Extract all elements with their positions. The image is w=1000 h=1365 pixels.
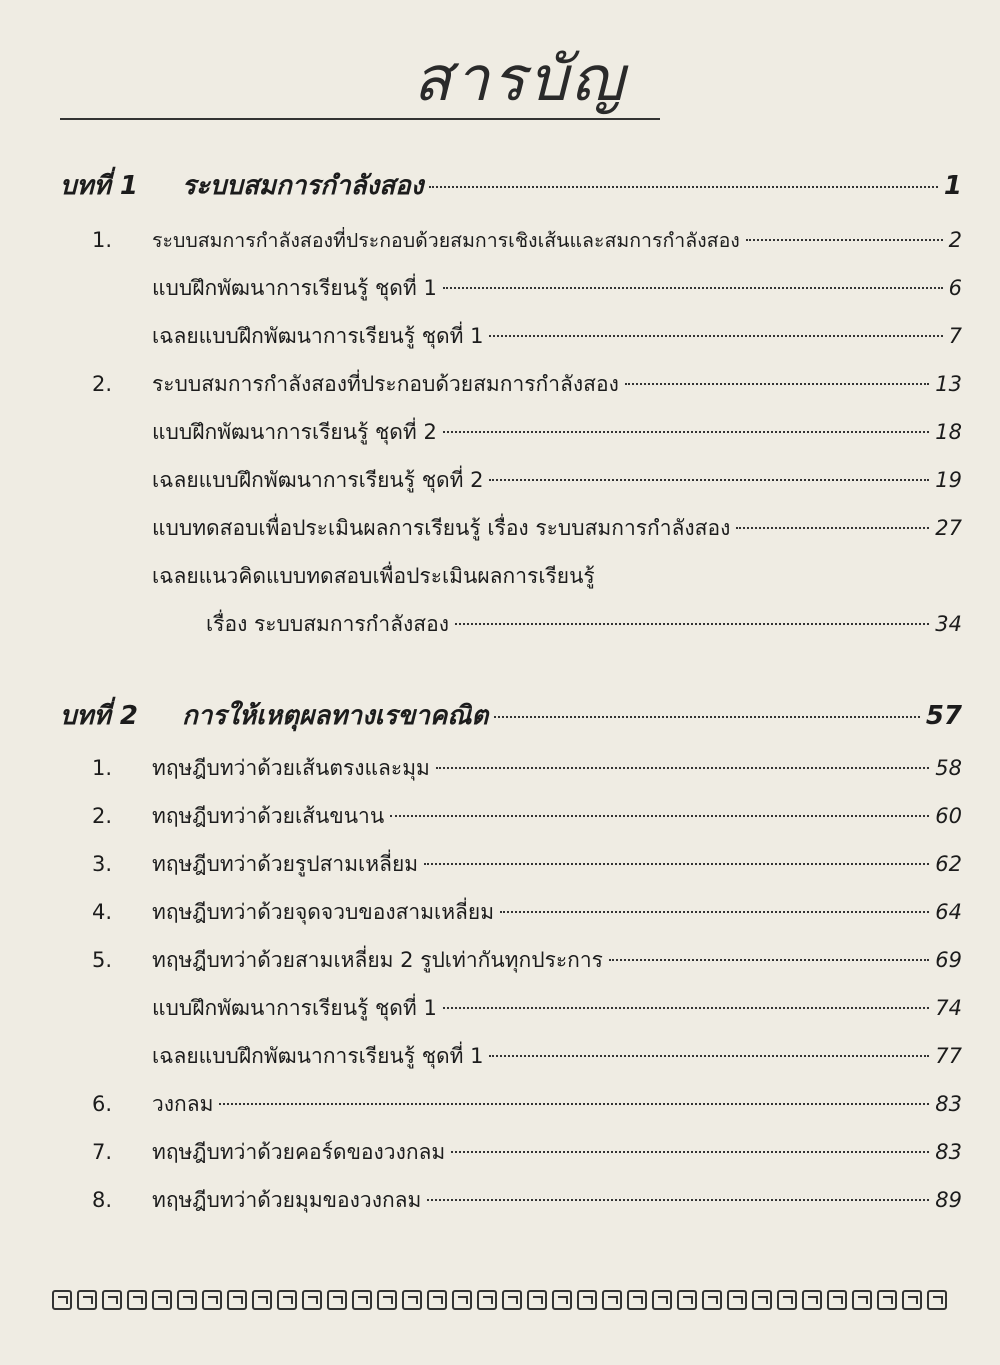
leader-dots <box>489 479 929 481</box>
toc-entry <box>92 222 962 258</box>
leader-dots <box>746 239 943 241</box>
page-number: 13 <box>935 372 962 396</box>
entry-number: 2. <box>92 372 113 396</box>
border-glyph-icon <box>77 1290 97 1310</box>
chapter-title: การให้เหตุผลทางเรขาคณิต <box>182 701 489 731</box>
entry-text: เฉลยแบบฝึกพัฒนาการเรียนรู้ ชุดที่ 1 <box>152 324 484 348</box>
toc-entry <box>92 750 962 786</box>
page-number: 83 <box>935 1140 962 1164</box>
leader-dots <box>390 815 929 817</box>
border-glyph-icon <box>52 1290 72 1310</box>
entry-text: ทฤษฎีบทว่าด้วยจุดจวบของสามเหลี่ยม <box>152 900 495 924</box>
border-glyph-icon <box>652 1290 672 1310</box>
leader-dots <box>443 431 929 433</box>
entry-text: ทฤษฎีบทว่าด้วยมุมของวงกลม <box>152 1188 422 1212</box>
leader-dots <box>429 186 938 188</box>
toc-entry <box>152 1038 962 1074</box>
page-number: 7 <box>948 324 962 348</box>
entry-text: แบบฝึกพัฒนาการเรียนรู้ ชุดที่ 2 <box>152 420 437 444</box>
toc-entry <box>92 366 962 402</box>
toc-entry <box>92 798 962 834</box>
border-glyph-icon <box>852 1290 872 1310</box>
toc-entry <box>152 990 962 1026</box>
page-number: 83 <box>935 1092 962 1116</box>
entry-number: 1. <box>92 756 113 780</box>
border-glyph-icon <box>477 1290 497 1310</box>
entry-number: 6. <box>92 1092 113 1116</box>
entry-text: ทฤษฎีบทว่าด้วยคอร์ดของวงกลม <box>152 1140 446 1164</box>
border-glyph-icon <box>177 1290 197 1310</box>
entry-number: 1. <box>92 228 113 252</box>
toc-entry <box>92 894 962 930</box>
border-glyph-icon <box>152 1290 172 1310</box>
border-glyph-icon <box>402 1290 422 1310</box>
border-glyph-icon <box>777 1290 797 1310</box>
border-glyph-icon <box>827 1290 847 1310</box>
toc-entry <box>92 1134 962 1170</box>
border-glyph-icon <box>702 1290 722 1310</box>
border-glyph-icon <box>277 1290 297 1310</box>
entry-text-line-1: เฉลยแนวคิดแบบทดสอบเพื่อประเมินผลการเรียนรู้ <box>152 564 595 588</box>
border-glyph-icon <box>102 1290 122 1310</box>
page-number: 57 <box>925 701 962 731</box>
toc-entry <box>92 1086 962 1122</box>
border-glyph-icon <box>877 1290 897 1310</box>
entry-text: เฉลยแบบฝึกพัฒนาการเรียนรู้ ชุดที่ 2 <box>152 468 484 492</box>
page-number: 34 <box>935 612 962 636</box>
page-number: 64 <box>935 900 962 924</box>
border-glyph-icon <box>352 1290 372 1310</box>
border-glyph-icon <box>752 1290 772 1310</box>
page-number: 62 <box>935 852 962 876</box>
leader-dots <box>443 287 943 289</box>
page-number: 69 <box>935 948 962 972</box>
border-glyph-icon <box>202 1290 222 1310</box>
entry-text: แบบฝึกพัฒนาการเรียนรู้ ชุดที่ 1 <box>152 996 437 1020</box>
toc-entry <box>92 1182 962 1218</box>
chapter-2-heading <box>60 698 962 734</box>
leader-dots <box>443 1007 929 1009</box>
leader-dots <box>736 527 929 529</box>
border-glyph-icon <box>252 1290 272 1310</box>
toc-entry <box>152 270 962 306</box>
decorative-border <box>52 1290 962 1320</box>
page-number: 74 <box>935 996 962 1020</box>
leader-dots <box>436 767 929 769</box>
border-glyph-icon <box>502 1290 522 1310</box>
toc-entry <box>206 606 962 642</box>
page-number: 6 <box>948 276 962 300</box>
page-number: 19 <box>935 468 962 492</box>
entry-number: 2. <box>92 804 113 828</box>
border-glyph-icon <box>302 1290 322 1310</box>
border-glyph-icon <box>327 1290 347 1310</box>
border-glyph-icon <box>427 1290 447 1310</box>
leader-dots <box>427 1199 929 1201</box>
entry-number: 3. <box>92 852 113 876</box>
entry-number: 4. <box>92 900 113 924</box>
title-underline <box>60 118 660 120</box>
entry-text: เฉลยแบบฝึกพัฒนาการเรียนรู้ ชุดที่ 1 <box>152 1044 484 1068</box>
leader-dots <box>500 911 929 913</box>
page-number: 1 <box>943 171 962 201</box>
border-glyph-icon <box>627 1290 647 1310</box>
page-number: 2 <box>948 228 962 252</box>
border-glyph-icon <box>552 1290 572 1310</box>
page-title: สารบัญ <box>413 42 627 115</box>
page-number: 27 <box>935 516 962 540</box>
toc-entry <box>92 942 962 978</box>
border-glyph-icon <box>377 1290 397 1310</box>
entry-text: แบบฝึกพัฒนาการเรียนรู้ ชุดที่ 1 <box>152 276 437 300</box>
border-glyph-icon <box>227 1290 247 1310</box>
leader-dots <box>489 335 942 337</box>
border-glyph-icon <box>727 1290 747 1310</box>
leader-dots <box>424 863 929 865</box>
entry-number: 7. <box>92 1140 113 1164</box>
border-glyph-icon <box>577 1290 597 1310</box>
leader-dots <box>625 383 929 385</box>
entry-text: ทฤษฎีบทว่าด้วยเส้นขนาน <box>152 804 385 828</box>
leader-dots <box>219 1103 929 1105</box>
entry-text: ระบบสมการกำลังสองที่ประกอบด้วยสมการกำลังสอง <box>152 372 619 396</box>
page-number: 60 <box>935 804 962 828</box>
page-number: 77 <box>935 1044 962 1068</box>
chapter-label: บทที่ 2 <box>60 701 138 731</box>
border-glyph-icon <box>902 1290 922 1310</box>
border-glyph-icon <box>127 1290 147 1310</box>
border-glyph-icon <box>602 1290 622 1310</box>
entry-text-line-2: เรื่อง ระบบสมการกำลังสอง <box>206 612 449 636</box>
entry-text: ระบบสมการกำลังสองที่ประกอบด้วยสมการเชิงเส้นและสมการกำลังสอง <box>152 229 740 252</box>
chapter-1-heading <box>60 168 962 204</box>
toc-entry <box>152 462 962 498</box>
page-number: 89 <box>935 1188 962 1212</box>
leader-dots <box>494 716 920 718</box>
chapter-label: บทที่ 1 <box>60 171 138 201</box>
toc-entry <box>152 318 962 354</box>
entry-number: 5. <box>92 948 113 972</box>
entry-text: ทฤษฎีบทว่าด้วยรูปสามเหลี่ยม <box>152 852 419 876</box>
leader-dots <box>609 959 929 961</box>
chapter-title: ระบบสมการกำลังสอง <box>182 171 424 201</box>
toc-entry <box>152 414 962 450</box>
border-glyph-icon <box>452 1290 472 1310</box>
border-glyph-icon <box>927 1290 947 1310</box>
leader-dots <box>489 1055 929 1057</box>
leader-dots <box>455 623 929 625</box>
border-glyph-icon <box>802 1290 822 1310</box>
leader-dots <box>451 1151 929 1153</box>
border-glyph-icon <box>677 1290 697 1310</box>
entry-text: ทฤษฎีบทว่าด้วยเส้นตรงและมุม <box>152 756 430 780</box>
page-number: 18 <box>935 420 962 444</box>
toc-entry <box>92 846 962 882</box>
toc-entry <box>152 510 962 546</box>
entry-text: แบบทดสอบเพื่อประเมินผลการเรียนรู้ เรื่อง ระบบสมการกำลังสอง <box>152 516 731 540</box>
border-glyph-icon <box>527 1290 547 1310</box>
entry-text: ทฤษฎีบทว่าด้วยสามเหลี่ยม 2 รูปเท่ากันทุกประการ <box>152 948 603 972</box>
entry-number: 8. <box>92 1188 113 1212</box>
entry-text: วงกลม <box>152 1092 214 1116</box>
page-number: 58 <box>935 756 962 780</box>
